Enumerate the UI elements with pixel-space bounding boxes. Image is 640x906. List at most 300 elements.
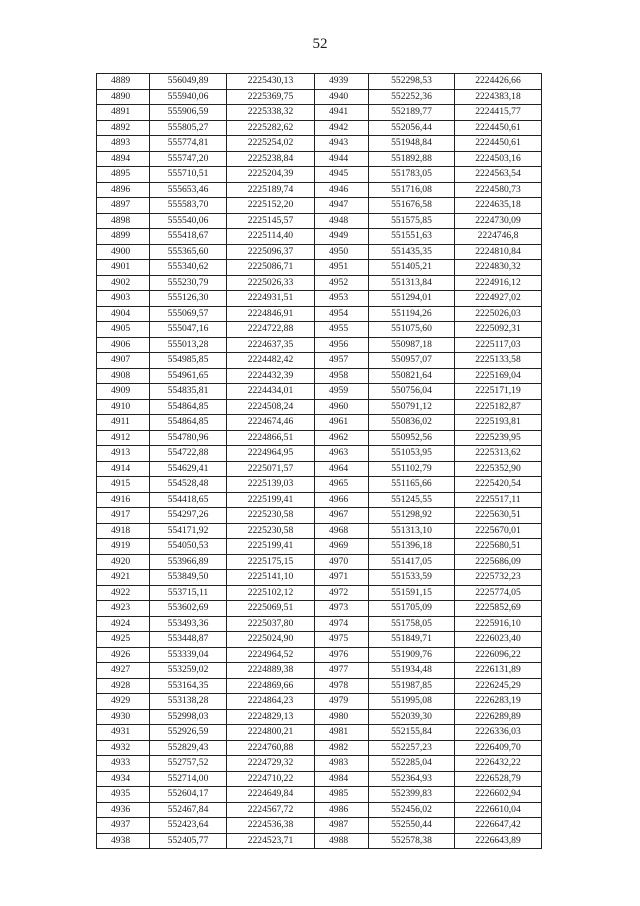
y-coordinate-cell: 2226432,22 — [455, 756, 542, 772]
point-number-cell: 4975 — [315, 632, 369, 648]
y-coordinate-cell: 2225686,09 — [455, 554, 542, 570]
x-coordinate-cell: 555653,46 — [150, 182, 227, 198]
point-number-cell: 4930 — [97, 709, 150, 725]
table-row — [97, 151, 542, 167]
y-coordinate-cell: 2224869,66 — [227, 678, 315, 694]
point-number-cell: 4982 — [315, 740, 369, 756]
table-row — [97, 136, 542, 152]
y-coordinate-cell: 2225145,57 — [227, 213, 315, 229]
point-number-cell: 4942 — [315, 120, 369, 136]
point-number-cell: 4943 — [315, 136, 369, 152]
x-coordinate-cell: 552757,52 — [150, 756, 227, 772]
x-coordinate-cell: 553448,87 — [150, 632, 227, 648]
table-row — [97, 337, 542, 353]
x-coordinate-cell: 552039,30 — [369, 709, 455, 725]
point-number-cell: 4967 — [315, 508, 369, 524]
point-number-cell: 4984 — [315, 771, 369, 787]
y-coordinate-cell: 2225916,10 — [455, 616, 542, 632]
point-number-cell: 4909 — [97, 384, 150, 400]
x-coordinate-cell: 551758,05 — [369, 616, 455, 632]
table-row — [97, 709, 542, 725]
y-coordinate-cell: 2225171,19 — [455, 384, 542, 400]
table-row — [97, 833, 542, 849]
y-coordinate-cell: 2224450,61 — [455, 136, 542, 152]
x-coordinate-cell: 554961,65 — [150, 368, 227, 384]
y-coordinate-cell: 2225774,05 — [455, 585, 542, 601]
point-number-cell: 4912 — [97, 430, 150, 446]
y-coordinate-cell: 2225338,32 — [227, 105, 315, 121]
x-coordinate-cell: 554171,92 — [150, 523, 227, 539]
y-coordinate-cell: 2226023,40 — [455, 632, 542, 648]
x-coordinate-cell: 550957,07 — [369, 353, 455, 369]
y-coordinate-cell: 2225369,75 — [227, 89, 315, 105]
x-coordinate-cell: 552998,03 — [150, 709, 227, 725]
y-coordinate-cell: 2224810,84 — [455, 244, 542, 260]
point-number-cell: 4928 — [97, 678, 150, 694]
x-coordinate-cell: 555805,27 — [150, 120, 227, 136]
y-coordinate-cell: 2224434,01 — [227, 384, 315, 400]
table-row — [97, 771, 542, 787]
y-coordinate-cell: 2224580,73 — [455, 182, 542, 198]
y-coordinate-cell: 2226283,19 — [455, 694, 542, 710]
table-row — [97, 415, 542, 431]
y-coordinate-cell: 2225630,51 — [455, 508, 542, 524]
point-number-cell: 4972 — [315, 585, 369, 601]
point-number-cell: 4889 — [97, 74, 150, 90]
point-number-cell: 4918 — [97, 523, 150, 539]
point-number-cell: 4974 — [315, 616, 369, 632]
x-coordinate-cell: 551849,71 — [369, 632, 455, 648]
point-number-cell: 4921 — [97, 570, 150, 586]
y-coordinate-cell: 2225254,02 — [227, 136, 315, 152]
x-coordinate-cell: 555540,06 — [150, 213, 227, 229]
y-coordinate-cell: 2224729,32 — [227, 756, 315, 772]
point-number-cell: 4901 — [97, 260, 150, 276]
y-coordinate-cell: 2225199,41 — [227, 492, 315, 508]
point-number-cell: 4963 — [315, 446, 369, 462]
y-coordinate-cell: 2225238,84 — [227, 151, 315, 167]
point-number-cell: 4941 — [315, 105, 369, 121]
y-coordinate-cell: 2224482,42 — [227, 353, 315, 369]
x-coordinate-cell: 555418,67 — [150, 229, 227, 245]
x-coordinate-cell: 555747,20 — [150, 151, 227, 167]
x-coordinate-cell: 554722,88 — [150, 446, 227, 462]
y-coordinate-cell: 2224760,88 — [227, 740, 315, 756]
y-coordinate-cell: 2224889,38 — [227, 663, 315, 679]
point-number-cell: 4904 — [97, 306, 150, 322]
x-coordinate-cell: 553138,28 — [150, 694, 227, 710]
y-coordinate-cell: 2224567,72 — [227, 802, 315, 818]
x-coordinate-cell: 553602,69 — [150, 601, 227, 617]
table-row — [97, 260, 542, 276]
table-row — [97, 678, 542, 694]
point-number-cell: 4962 — [315, 430, 369, 446]
x-coordinate-cell: 552829,43 — [150, 740, 227, 756]
table-row — [97, 353, 542, 369]
y-coordinate-cell: 2224563,54 — [455, 167, 542, 183]
x-coordinate-cell: 551165,66 — [369, 477, 455, 493]
y-coordinate-cell: 2225133,58 — [455, 353, 542, 369]
y-coordinate-cell: 2225096,37 — [227, 244, 315, 260]
x-coordinate-cell: 551075,60 — [369, 322, 455, 338]
point-number-cell: 4933 — [97, 756, 150, 772]
x-coordinate-cell: 550836,02 — [369, 415, 455, 431]
point-number-cell: 4920 — [97, 554, 150, 570]
point-number-cell: 4903 — [97, 291, 150, 307]
y-coordinate-cell: 2225071,57 — [227, 461, 315, 477]
y-coordinate-cell: 2225024,90 — [227, 632, 315, 648]
table-row — [97, 523, 542, 539]
table-row — [97, 601, 542, 617]
y-coordinate-cell: 2225313,62 — [455, 446, 542, 462]
x-coordinate-cell: 551053,95 — [369, 446, 455, 462]
y-coordinate-cell: 2224846,91 — [227, 306, 315, 322]
y-coordinate-cell: 2226528,79 — [455, 771, 542, 787]
point-number-cell: 4923 — [97, 601, 150, 617]
point-number-cell: 4929 — [97, 694, 150, 710]
y-coordinate-cell: 2225139,03 — [227, 477, 315, 493]
table-row — [97, 291, 542, 307]
point-number-cell: 4919 — [97, 539, 150, 555]
y-coordinate-cell: 2225204,39 — [227, 167, 315, 183]
point-number-cell: 4959 — [315, 384, 369, 400]
y-coordinate-cell: 2224866,51 — [227, 430, 315, 446]
point-number-cell: 4924 — [97, 616, 150, 632]
point-number-cell: 4966 — [315, 492, 369, 508]
table-row — [97, 585, 542, 601]
table-row — [97, 802, 542, 818]
x-coordinate-cell: 551987,85 — [369, 678, 455, 694]
x-coordinate-cell: 551313,84 — [369, 275, 455, 291]
table-row — [97, 89, 542, 105]
point-number-cell: 4926 — [97, 647, 150, 663]
x-coordinate-cell: 553259,02 — [150, 663, 227, 679]
point-number-cell: 4898 — [97, 213, 150, 229]
point-number-cell: 4931 — [97, 725, 150, 741]
y-coordinate-cell: 2224637,35 — [227, 337, 315, 353]
x-coordinate-cell: 551405,21 — [369, 260, 455, 276]
table-row — [97, 461, 542, 477]
point-number-cell: 4983 — [315, 756, 369, 772]
x-coordinate-cell: 551705,09 — [369, 601, 455, 617]
table-row — [97, 477, 542, 493]
y-coordinate-cell: 2226647,42 — [455, 818, 542, 834]
y-coordinate-cell: 2225092,31 — [455, 322, 542, 338]
point-number-cell: 4986 — [315, 802, 369, 818]
x-coordinate-cell: 552714,00 — [150, 771, 227, 787]
point-number-cell: 4891 — [97, 105, 150, 121]
x-coordinate-cell: 555583,70 — [150, 198, 227, 214]
y-coordinate-cell: 2226245,29 — [455, 678, 542, 694]
point-number-cell: 4927 — [97, 663, 150, 679]
y-coordinate-cell: 2224649,84 — [227, 787, 315, 803]
x-coordinate-cell: 551298,92 — [369, 508, 455, 524]
x-coordinate-cell: 554864,85 — [150, 399, 227, 415]
point-number-cell: 4922 — [97, 585, 150, 601]
y-coordinate-cell: 2225193,81 — [455, 415, 542, 431]
y-coordinate-cell: 2224722,88 — [227, 322, 315, 338]
x-coordinate-cell: 552550,44 — [369, 818, 455, 834]
x-coordinate-cell: 552423,64 — [150, 818, 227, 834]
point-number-cell: 4905 — [97, 322, 150, 338]
coordinates-table — [96, 73, 542, 849]
point-number-cell: 4939 — [315, 74, 369, 90]
x-coordinate-cell: 551313,10 — [369, 523, 455, 539]
x-coordinate-cell: 553715,11 — [150, 585, 227, 601]
point-number-cell: 4913 — [97, 446, 150, 462]
point-number-cell: 4970 — [315, 554, 369, 570]
x-coordinate-cell: 554297,26 — [150, 508, 227, 524]
x-coordinate-cell: 555710,51 — [150, 167, 227, 183]
x-coordinate-cell: 555774,81 — [150, 136, 227, 152]
x-coordinate-cell: 551533,59 — [369, 570, 455, 586]
x-coordinate-cell: 551435,35 — [369, 244, 455, 260]
point-number-cell: 4945 — [315, 167, 369, 183]
y-coordinate-cell: 2226643,89 — [455, 833, 542, 849]
table-row — [97, 229, 542, 245]
y-coordinate-cell: 2225199,41 — [227, 539, 315, 555]
x-coordinate-cell: 554985,85 — [150, 353, 227, 369]
x-coordinate-cell: 556049,89 — [150, 74, 227, 90]
point-number-cell: 4899 — [97, 229, 150, 245]
x-coordinate-cell: 552189,77 — [369, 105, 455, 121]
x-coordinate-cell: 550791,12 — [369, 399, 455, 415]
x-coordinate-cell: 552252,36 — [369, 89, 455, 105]
point-number-cell: 4950 — [315, 244, 369, 260]
table-row — [97, 539, 542, 555]
x-coordinate-cell: 551396,18 — [369, 539, 455, 555]
point-number-cell: 4987 — [315, 818, 369, 834]
point-number-cell: 4908 — [97, 368, 150, 384]
table-row — [97, 663, 542, 679]
x-coordinate-cell: 555940,06 — [150, 89, 227, 105]
y-coordinate-cell: 2226289,89 — [455, 709, 542, 725]
point-number-cell: 4971 — [315, 570, 369, 586]
table-row — [97, 818, 542, 834]
y-coordinate-cell: 2225026,33 — [227, 275, 315, 291]
table-row — [97, 492, 542, 508]
y-coordinate-cell: 2225420,54 — [455, 477, 542, 493]
y-coordinate-cell: 2224829,13 — [227, 709, 315, 725]
y-coordinate-cell: 2225037,80 — [227, 616, 315, 632]
point-number-cell: 4937 — [97, 818, 150, 834]
y-coordinate-cell: 2225169,04 — [455, 368, 542, 384]
point-number-cell: 4925 — [97, 632, 150, 648]
y-coordinate-cell: 2224964,52 — [227, 647, 315, 663]
point-number-cell: 4960 — [315, 399, 369, 415]
table-row — [97, 554, 542, 570]
point-number-cell: 4977 — [315, 663, 369, 679]
x-coordinate-cell: 551194,26 — [369, 306, 455, 322]
x-coordinate-cell: 552257,23 — [369, 740, 455, 756]
point-number-cell: 4946 — [315, 182, 369, 198]
point-number-cell: 4956 — [315, 337, 369, 353]
point-number-cell: 4968 — [315, 523, 369, 539]
x-coordinate-cell: 552155,84 — [369, 725, 455, 741]
point-number-cell: 4936 — [97, 802, 150, 818]
point-number-cell: 4917 — [97, 508, 150, 524]
x-coordinate-cell: 555340,62 — [150, 260, 227, 276]
point-number-cell: 4915 — [97, 477, 150, 493]
point-number-cell: 4944 — [315, 151, 369, 167]
x-coordinate-cell: 551676,58 — [369, 198, 455, 214]
y-coordinate-cell: 2225230,58 — [227, 523, 315, 539]
point-number-cell: 4934 — [97, 771, 150, 787]
x-coordinate-cell: 555126,30 — [150, 291, 227, 307]
table-row — [97, 632, 542, 648]
point-number-cell: 4895 — [97, 167, 150, 183]
y-coordinate-cell: 2225114,40 — [227, 229, 315, 245]
x-coordinate-cell: 554864,85 — [150, 415, 227, 431]
x-coordinate-cell: 551783,05 — [369, 167, 455, 183]
x-coordinate-cell: 554418,65 — [150, 492, 227, 508]
point-number-cell: 4948 — [315, 213, 369, 229]
y-coordinate-cell: 2226096,22 — [455, 647, 542, 663]
point-number-cell: 4964 — [315, 461, 369, 477]
table-row — [97, 694, 542, 710]
y-coordinate-cell: 2224710,22 — [227, 771, 315, 787]
table-row — [97, 167, 542, 183]
y-coordinate-cell: 2224927,02 — [455, 291, 542, 307]
y-coordinate-cell: 2224383,18 — [455, 89, 542, 105]
y-coordinate-cell: 2225189,74 — [227, 182, 315, 198]
x-coordinate-cell: 554050,53 — [150, 539, 227, 555]
point-number-cell: 4938 — [97, 833, 150, 849]
y-coordinate-cell: 2225141,10 — [227, 570, 315, 586]
y-coordinate-cell: 2225852,69 — [455, 601, 542, 617]
y-coordinate-cell: 2225102,12 — [227, 585, 315, 601]
point-number-cell: 4980 — [315, 709, 369, 725]
point-number-cell: 4973 — [315, 601, 369, 617]
table-row — [97, 275, 542, 291]
x-coordinate-cell: 551909,76 — [369, 647, 455, 663]
table-row — [97, 74, 542, 90]
point-number-cell: 4896 — [97, 182, 150, 198]
y-coordinate-cell: 2224730,09 — [455, 213, 542, 229]
x-coordinate-cell: 554780,96 — [150, 430, 227, 446]
point-number-cell: 4935 — [97, 787, 150, 803]
x-coordinate-cell: 551102,79 — [369, 461, 455, 477]
point-number-cell: 4976 — [315, 647, 369, 663]
point-number-cell: 4979 — [315, 694, 369, 710]
x-coordinate-cell: 553849,50 — [150, 570, 227, 586]
y-coordinate-cell: 2224450,61 — [455, 120, 542, 136]
y-coordinate-cell: 2225517,11 — [455, 492, 542, 508]
y-coordinate-cell: 2226409,70 — [455, 740, 542, 756]
point-number-cell: 4900 — [97, 244, 150, 260]
y-coordinate-cell: 2226610,04 — [455, 802, 542, 818]
point-number-cell: 4951 — [315, 260, 369, 276]
point-number-cell: 4893 — [97, 136, 150, 152]
y-coordinate-cell: 2224508,24 — [227, 399, 315, 415]
x-coordinate-cell: 551575,85 — [369, 213, 455, 229]
x-coordinate-cell: 552298,53 — [369, 74, 455, 90]
x-coordinate-cell: 552604,17 — [150, 787, 227, 803]
x-coordinate-cell: 551294,01 — [369, 291, 455, 307]
y-coordinate-cell: 2225175,15 — [227, 554, 315, 570]
y-coordinate-cell: 2224503,16 — [455, 151, 542, 167]
point-number-cell: 4914 — [97, 461, 150, 477]
table-row — [97, 182, 542, 198]
table-row — [97, 430, 542, 446]
y-coordinate-cell: 2224635,18 — [455, 198, 542, 214]
y-coordinate-cell: 2226336,03 — [455, 725, 542, 741]
point-number-cell: 4955 — [315, 322, 369, 338]
table-row — [97, 105, 542, 121]
x-coordinate-cell: 553164,35 — [150, 678, 227, 694]
point-number-cell: 4978 — [315, 678, 369, 694]
x-coordinate-cell: 552364,93 — [369, 771, 455, 787]
x-coordinate-cell: 551892,88 — [369, 151, 455, 167]
table-row — [97, 384, 542, 400]
table-row — [97, 616, 542, 632]
x-coordinate-cell: 551591,15 — [369, 585, 455, 601]
y-coordinate-cell: 2224746,8 — [455, 229, 542, 245]
x-coordinate-cell: 555906,59 — [150, 105, 227, 121]
y-coordinate-cell: 2224864,23 — [227, 694, 315, 710]
x-coordinate-cell: 551934,48 — [369, 663, 455, 679]
point-number-cell: 4892 — [97, 120, 150, 136]
point-number-cell: 4985 — [315, 787, 369, 803]
x-coordinate-cell: 551716,08 — [369, 182, 455, 198]
x-coordinate-cell: 552405,77 — [150, 833, 227, 849]
y-coordinate-cell: 2224432,39 — [227, 368, 315, 384]
y-coordinate-cell: 2225026,03 — [455, 306, 542, 322]
table-row — [97, 787, 542, 803]
x-coordinate-cell: 551551,63 — [369, 229, 455, 245]
y-coordinate-cell: 2225230,58 — [227, 508, 315, 524]
x-coordinate-cell: 550987,18 — [369, 337, 455, 353]
table-row — [97, 244, 542, 260]
table-row — [97, 570, 542, 586]
y-coordinate-cell: 2225182,87 — [455, 399, 542, 415]
y-coordinate-cell: 2225732,23 — [455, 570, 542, 586]
point-number-cell: 4958 — [315, 368, 369, 384]
point-number-cell: 4894 — [97, 151, 150, 167]
point-number-cell: 4916 — [97, 492, 150, 508]
table-row — [97, 740, 542, 756]
y-coordinate-cell: 2224830,32 — [455, 260, 542, 276]
x-coordinate-cell: 555047,16 — [150, 322, 227, 338]
y-coordinate-cell: 2226602,94 — [455, 787, 542, 803]
table-row — [97, 120, 542, 136]
x-coordinate-cell: 551245,55 — [369, 492, 455, 508]
x-coordinate-cell: 550952,56 — [369, 430, 455, 446]
y-coordinate-cell: 2224931,51 — [227, 291, 315, 307]
y-coordinate-cell: 2225117,03 — [455, 337, 542, 353]
point-number-cell: 4969 — [315, 539, 369, 555]
x-coordinate-cell: 555230,79 — [150, 275, 227, 291]
point-number-cell: 4957 — [315, 353, 369, 369]
point-number-cell: 4981 — [315, 725, 369, 741]
x-coordinate-cell: 552456,02 — [369, 802, 455, 818]
y-coordinate-cell: 2225152,20 — [227, 198, 315, 214]
y-coordinate-cell: 2226131,89 — [455, 663, 542, 679]
point-number-cell: 4932 — [97, 740, 150, 756]
y-coordinate-cell: 2224426,66 — [455, 74, 542, 90]
y-coordinate-cell: 2224916,12 — [455, 275, 542, 291]
x-coordinate-cell: 552467,84 — [150, 802, 227, 818]
point-number-cell: 4988 — [315, 833, 369, 849]
point-number-cell: 4953 — [315, 291, 369, 307]
y-coordinate-cell: 2225680,51 — [455, 539, 542, 555]
x-coordinate-cell: 551995,08 — [369, 694, 455, 710]
x-coordinate-cell: 555013,28 — [150, 337, 227, 353]
table-row — [97, 508, 542, 524]
x-coordinate-cell: 550821,64 — [369, 368, 455, 384]
y-coordinate-cell: 2224800,21 — [227, 725, 315, 741]
y-coordinate-cell: 2224415,77 — [455, 105, 542, 121]
